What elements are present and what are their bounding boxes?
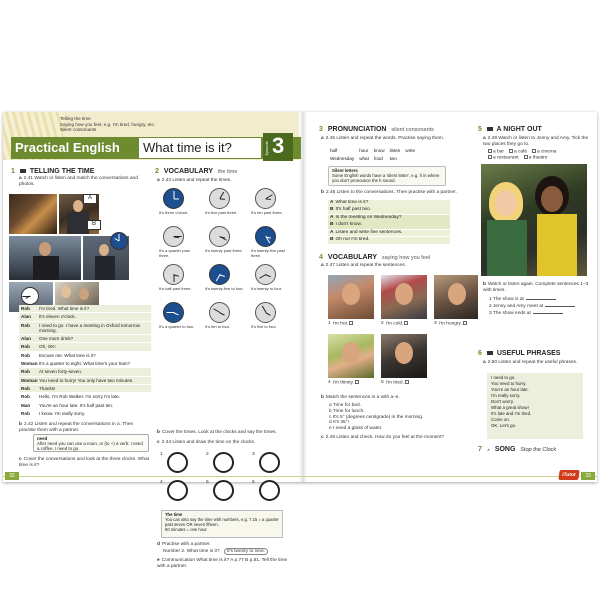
blank-clock[interactable] xyxy=(213,480,234,501)
exchange-line xyxy=(328,237,450,244)
word-cell: food xyxy=(373,155,383,161)
section-number: 3 xyxy=(319,126,323,133)
clock-caption: It's five past three. xyxy=(205,210,238,215)
useful-phrase: It's late and I'm tired. xyxy=(491,411,532,416)
word-cell: hour xyxy=(359,148,369,153)
yellow-top xyxy=(537,214,577,276)
useful-phrase: OK. Let's go. xyxy=(491,423,517,428)
sentence-text: 3 The show ends at xyxy=(489,310,531,316)
speaker-label: A xyxy=(330,214,334,220)
exchange-text: Is the meeting on Wednesday? xyxy=(335,214,402,220)
dialogue-text: One more drink? xyxy=(39,336,74,342)
match-option: c It's 5° (degrees centigrade) in the morning. xyxy=(329,414,424,420)
useful-phrase: I'm really sorry. xyxy=(491,393,521,398)
useful-phrase: Come on. xyxy=(491,417,511,422)
blank-clock[interactable] xyxy=(259,452,280,473)
feeling-photo xyxy=(381,334,427,378)
dialogue-line xyxy=(19,385,151,392)
instruction-text: Watch or listen again. Complete sentences 1–3 with times. xyxy=(483,282,589,293)
silent-words-table xyxy=(328,146,420,164)
section-5b-instruction: b Watch or listen again. Complete sentences 1–3 with times. xyxy=(483,282,589,293)
place-label: a restaurant xyxy=(493,155,519,161)
clock-face xyxy=(255,188,276,209)
clock-face xyxy=(255,226,276,247)
clock-number: 4 xyxy=(160,480,163,485)
instruction-text: 2.45 Listen and repeat the words. Practise saying them. xyxy=(325,136,445,141)
useful-phrase: You're an hour late. xyxy=(491,387,529,392)
feeling-caption xyxy=(381,321,431,327)
clock-face xyxy=(255,264,276,285)
instruction-text: 2.46 Listen to the conversations. Then practise with a partner. xyxy=(325,190,457,195)
hour-hand xyxy=(265,312,270,315)
speaker-name: Rob xyxy=(21,306,30,311)
minute-hand xyxy=(261,306,266,313)
dialogue-text: I need to go. I have a meeting in Oxford tomorrow morning. xyxy=(39,322,141,333)
speaker-name: Rob xyxy=(21,369,30,375)
section-5-title xyxy=(478,126,542,133)
dialogue-list xyxy=(19,305,151,418)
blank-clock[interactable] xyxy=(167,480,188,501)
section-2d-instruction: d Practise with a partner. xyxy=(157,542,211,547)
person-face xyxy=(448,283,466,305)
clock-face xyxy=(255,302,276,323)
time-sentence xyxy=(489,296,589,303)
page-number-left: 32 xyxy=(5,472,19,480)
dialogue-line xyxy=(19,377,151,384)
section-2-title xyxy=(155,168,237,175)
word-cell: know xyxy=(373,148,385,153)
section-2d-example xyxy=(163,549,303,555)
instruction-text: Match the sentences in a with a–e. xyxy=(325,395,400,400)
section-3a-instruction: a 2.45 Listen and repeat the words. Practise saying them. xyxy=(321,136,445,141)
blank-clock[interactable] xyxy=(213,452,234,473)
textbook-spread xyxy=(3,112,597,569)
speaker-label: B xyxy=(330,222,334,228)
section-4-title xyxy=(319,254,430,261)
feeling-photo xyxy=(381,275,427,319)
feeling-caption xyxy=(328,380,378,386)
section-3b-instruction: b 2.46 Listen to the conversations. Then practise with a partner. xyxy=(321,190,457,195)
section-heading: USEFUL PHRASES xyxy=(496,350,561,357)
clock-caption: It's twenty-five to four. xyxy=(205,286,244,291)
episode-label: Episode xyxy=(264,141,269,156)
time-note-1: You can also say the time with numbers, e.g. 7.15 = a quarter past seven OR seven fifteen. xyxy=(165,517,279,527)
person-face xyxy=(342,283,360,305)
silent-letters-box xyxy=(328,166,446,186)
itutor-logo: iTutor xyxy=(558,470,579,480)
instruction-text: 2.44 Listen and draw the time on the clocks. xyxy=(161,440,256,445)
dialogue-text: Excuse me. What time is it? xyxy=(39,352,96,358)
exchange-text: Oh no! I'm tired. xyxy=(335,236,370,242)
section-heading: PRONUNCIATION xyxy=(327,126,387,133)
dialogue-text: At seven forty-seven. xyxy=(39,369,83,375)
clock-caption: It's ten past three. xyxy=(251,210,283,215)
place-checkbox[interactable] xyxy=(488,155,492,159)
exchange-line xyxy=(328,222,450,229)
answer-checkbox[interactable] xyxy=(349,321,353,325)
feeling-photo xyxy=(328,334,374,378)
person-face xyxy=(495,190,517,216)
minute-hand xyxy=(166,312,174,313)
dialogue-line xyxy=(19,393,151,400)
exchange-text: I don't know. xyxy=(335,222,362,228)
dialogue-line xyxy=(19,368,151,375)
clock-face xyxy=(163,188,184,209)
section-2a-instruction: a 2.43 Listen and repeat the times. xyxy=(157,178,232,183)
clock-caption: It's a quarter past three. xyxy=(159,248,190,258)
section-4b-instruction: b Match the sentences in a with a–e. xyxy=(321,395,400,400)
section-5a-instruction: a 2.49 Watch or listen to Jenny and Amy. Tick the two places they go to. xyxy=(483,136,589,147)
instruction-text: 2.41 Watch or listen and match the conversations and photos. xyxy=(19,176,138,187)
words-row-1 xyxy=(330,148,418,154)
episode-badge xyxy=(263,133,293,161)
photo-label-a: A xyxy=(83,194,97,204)
words-row-2 xyxy=(330,156,418,162)
word-cell: write xyxy=(405,148,416,153)
dialogue-line xyxy=(19,343,151,350)
place-label: a theatre xyxy=(528,155,548,161)
green-top xyxy=(487,220,527,276)
match-option: e I need a glass of water. xyxy=(329,426,383,432)
dialogue-text: Hello. I'm Rob Walker. I'm sorry I'm late. xyxy=(39,394,121,400)
person-head xyxy=(99,244,109,256)
sentence-text: 2 Jenny and Amy meet at xyxy=(489,303,544,309)
sentence-text: 1 The show is at xyxy=(489,297,524,302)
useful-phrase: You need to hurry. xyxy=(491,381,527,386)
exchange-text: What time is it? xyxy=(335,200,369,205)
speaker-label: A xyxy=(330,200,334,205)
instruction-text: 2.49 Watch or listen to Jenny and Amy. Tick the two places they go to. xyxy=(483,136,589,147)
word-cell: two xyxy=(389,155,397,161)
word-cell: what xyxy=(359,155,369,161)
minute-hand xyxy=(213,308,220,313)
clock-number: 2 xyxy=(206,452,209,457)
dialogue-text: You need to hurry! You only have two minutes. xyxy=(39,377,134,383)
person-body xyxy=(33,256,59,280)
hour-hand xyxy=(174,198,179,199)
feeling-text: I'm tired. xyxy=(385,380,404,386)
time-sentence xyxy=(489,303,589,310)
speaker-name: Rob xyxy=(21,385,30,391)
time-note-title: The time xyxy=(165,512,183,517)
dialogue-text: I know. I'm really sorry. xyxy=(39,410,86,416)
feeling-text: I'm hot. xyxy=(332,321,349,327)
time-note-box xyxy=(161,510,283,538)
clock-face xyxy=(163,302,184,323)
dialogue-text: I'm tired. What time is it? xyxy=(39,306,90,311)
instruction-text: 2.43 Listen and repeat the times. xyxy=(161,178,232,183)
section-heading: A NIGHT OUT xyxy=(496,126,542,133)
watch-icon xyxy=(21,287,39,305)
photo-bar-scene xyxy=(9,194,57,234)
answer-checkbox[interactable] xyxy=(405,380,409,384)
dialogue-line xyxy=(19,360,151,367)
useful-phrases-box xyxy=(487,373,583,439)
dialogue-line xyxy=(19,322,151,335)
lesson-title: What time is it? xyxy=(139,138,261,158)
section-subtitle: the time xyxy=(217,169,238,175)
section-number: 4 xyxy=(319,254,323,261)
instruction-text: Cover the times. Look at the clocks and say the times. xyxy=(161,430,277,435)
speaker-name: Rob xyxy=(21,322,30,328)
clock-face xyxy=(209,302,230,323)
video-icon xyxy=(487,127,493,131)
person-head xyxy=(39,242,51,256)
minute-hand xyxy=(259,274,266,279)
section-heading: VOCABULARY xyxy=(327,254,377,261)
place-option[interactable] xyxy=(523,155,548,161)
instruction-text: 2.42 Listen and repeat the conversations in a. Then practise them with a partner. xyxy=(19,422,134,433)
feeling-photo xyxy=(434,275,478,319)
dialogue-line xyxy=(19,402,151,409)
clock-face xyxy=(209,264,230,285)
silent-text: Some English words have a 'silent letter', e.g. h in where you don't pronounce the h sound. xyxy=(332,173,440,183)
page-number-right: 33 xyxy=(581,472,595,480)
place-checkbox[interactable] xyxy=(532,149,536,153)
instruction-text: 2.47 Listen and repeat the sentences. xyxy=(325,263,406,268)
section-4a-instruction: a 2.47 Listen and repeat the sentences. xyxy=(321,263,406,268)
silent-title: Silent letters xyxy=(332,168,358,173)
audio-icon: ♬ xyxy=(486,447,491,452)
lesson-objectives xyxy=(60,116,155,133)
clock-number: 5 xyxy=(206,480,209,485)
section-1c-instruction: c Cover the conversations and look at the three clocks. What time is it? xyxy=(19,457,149,468)
answer-blank[interactable] xyxy=(526,296,556,300)
person-face xyxy=(395,342,413,364)
dialogue-text: It's eleven o'clock. xyxy=(39,314,76,320)
section-number: 6 xyxy=(478,350,482,357)
answer-checkbox[interactable] xyxy=(463,321,467,325)
instruction-text: Cover the conversations and look at the three clocks. What time is it? xyxy=(19,457,149,468)
section-subtitle: saying how you feel xyxy=(381,255,431,261)
clock-number: 6 xyxy=(252,480,255,485)
place-label: a bar xyxy=(493,149,504,155)
section-2b-instruction: b Cover the times. Look at the clocks and say the times. xyxy=(157,430,277,435)
pronunciation-exchange xyxy=(328,200,450,244)
feeling-number: 4 xyxy=(328,380,331,386)
clock-caption: It's twenty to four. xyxy=(251,286,282,291)
section-1-title xyxy=(11,168,94,175)
answer-checkbox[interactable] xyxy=(404,321,408,325)
place-checkbox[interactable] xyxy=(509,149,513,153)
objective-3: Silent consonants xyxy=(60,127,97,133)
person-face xyxy=(395,283,413,305)
speaker-name: Rob xyxy=(21,410,30,416)
instruction-text: 2.48 Listen and check. How do you feel at the moment? xyxy=(325,435,445,440)
match-option: b Time for lunch. xyxy=(329,408,365,414)
dialogue-line xyxy=(19,410,151,417)
feeling-caption xyxy=(434,321,484,327)
place-option[interactable] xyxy=(487,155,519,161)
instruction-text: Communication What time is it? A p.77 B p.81. Tell the time with a partner. xyxy=(157,558,288,569)
instruction-text: Practise with a partner. xyxy=(161,542,211,547)
person-body xyxy=(67,212,89,234)
section-number: 7 xyxy=(478,446,482,453)
speaker-name: Rob xyxy=(21,394,30,400)
word-cell: half xyxy=(330,148,338,153)
clock-face xyxy=(163,264,184,285)
speaker-name: Woman xyxy=(21,377,38,383)
dialogue-text: Thanks! xyxy=(39,385,56,391)
section-2c-instruction: c 2.44 Listen and draw the time on the clocks. xyxy=(157,440,256,445)
feeling-caption xyxy=(381,380,431,386)
time-sentence xyxy=(489,310,589,317)
word-cell: Wednesday xyxy=(330,155,355,161)
section-heading: VOCABULARY xyxy=(163,168,213,175)
need-note-box xyxy=(33,434,149,452)
clock-caption: It's ten to four. xyxy=(205,324,230,329)
photo-station-scene xyxy=(9,236,81,280)
blank-clock[interactable] xyxy=(259,480,280,501)
useful-phrase: What a great show! xyxy=(491,405,529,410)
exchange-line xyxy=(328,230,450,237)
section-1a-instruction: a 2.41 Watch or listen and match the conversations and photos. xyxy=(19,176,138,187)
place-checkbox[interactable] xyxy=(488,149,492,153)
answer-blank[interactable] xyxy=(533,310,563,314)
clock-icon xyxy=(110,232,128,250)
speaker-name: Alan xyxy=(21,336,31,342)
section-4c-instruction: c 2.48 Listen and check. How do you feel at the moment? xyxy=(321,435,445,440)
clock-face xyxy=(209,188,230,209)
feeling-number: 3 xyxy=(434,321,437,327)
minute-hand xyxy=(215,274,220,281)
section-heading: SONG xyxy=(494,446,516,453)
exchange-line xyxy=(328,200,450,207)
section-1b-instruction: b 2.42 Listen and repeat the conversations in a. Then practise them with a partner. xyxy=(19,422,134,433)
person-face xyxy=(342,342,360,364)
clock-caption: It's a quarter to four. xyxy=(159,324,195,329)
clock-caption: It's five to four. xyxy=(251,324,277,329)
section-3-title xyxy=(319,126,434,133)
speaker-label: B xyxy=(330,207,334,213)
blank-clock[interactable] xyxy=(167,452,188,473)
useful-phrase: Don't worry. xyxy=(491,399,514,404)
person-face xyxy=(541,186,563,212)
feeling-number: 5 xyxy=(381,380,384,386)
bottom-rule xyxy=(3,476,597,477)
section-6-title xyxy=(478,350,560,357)
speaker-label: A xyxy=(330,229,334,235)
practical-english-title: Practical English xyxy=(15,140,120,155)
section-heading: TELLING THE TIME xyxy=(29,168,95,175)
exchange-line xyxy=(328,215,450,222)
minute-hand xyxy=(173,275,174,283)
minute-hand xyxy=(219,236,226,241)
section-2e-instruction: e Communication What time is it? A p.77 B p.81. Tell the time with a partner. xyxy=(157,558,288,569)
feeling-text: I'm cold. xyxy=(385,321,404,327)
feeling-text: I'm thirsty. xyxy=(332,380,355,386)
minute-hand xyxy=(174,236,182,237)
exchange-text: It's half past two. xyxy=(335,207,372,213)
need-text: After need you can use a noun, or (to +) a verb: I need a coffee. I need to go. xyxy=(37,441,143,451)
dialogue-line xyxy=(19,305,151,312)
place-label: a cinema xyxy=(537,149,557,155)
exchange-text: Listen and write five sentences. xyxy=(335,229,403,235)
photo-night-out xyxy=(481,164,587,276)
example-answer: It's twenty to nine. xyxy=(224,548,268,555)
place-label: a café xyxy=(513,149,528,155)
person-head xyxy=(79,288,89,300)
section-number: 2 xyxy=(155,168,159,175)
speaker-name: Alan xyxy=(21,314,31,320)
dialogue-text: It's a quarter to eight. What time's your train? xyxy=(39,361,131,367)
section-number: 5 xyxy=(478,126,482,133)
clock-number: 1 xyxy=(160,452,163,457)
speaker-name: Woman xyxy=(21,361,38,367)
time-note-2: 60 minutes = one hour xyxy=(165,527,207,532)
hour-hand xyxy=(219,312,224,315)
match-option: a Time for bed. xyxy=(329,403,361,408)
feeling-number: 1 xyxy=(328,321,331,327)
feeling-photo xyxy=(328,275,374,319)
need-title: need xyxy=(37,436,48,441)
exchange-line xyxy=(328,207,450,214)
clock-caption: It's twenty past three. xyxy=(205,248,243,253)
match-options xyxy=(329,403,479,432)
answer-checkbox[interactable] xyxy=(355,380,359,384)
clock-number: 3 xyxy=(252,452,255,457)
time-sentences xyxy=(489,296,589,316)
objective-1: Telling the time xyxy=(60,116,91,121)
clock-face xyxy=(163,226,184,247)
feeling-caption xyxy=(328,321,378,327)
section-6a-instruction: a 2.50 Listen and repeat the useful phrases. xyxy=(483,360,578,365)
answer-blank[interactable] xyxy=(545,303,575,307)
feeling-number: 2 xyxy=(381,321,384,327)
speaker-name: Rob xyxy=(21,352,30,358)
section-7-title xyxy=(478,446,556,453)
clock-caption: It's half past three. xyxy=(159,286,192,291)
dialogue-text: Oh, OK! xyxy=(39,344,56,350)
video-icon xyxy=(487,351,493,355)
instruction-text: 2.50 Listen and repeat the useful phrases. xyxy=(487,360,578,365)
person-head xyxy=(73,200,83,212)
place-checkbox[interactable] xyxy=(524,155,528,159)
hour-hand xyxy=(173,312,178,315)
section-number: 1 xyxy=(11,168,15,175)
word-cell: listen xyxy=(389,148,401,153)
clock-caption: It's three o'clock. xyxy=(159,210,189,215)
video-icon xyxy=(20,169,26,173)
example-question: Number 2. What time is it? xyxy=(163,549,220,554)
song-name: Stop the Clock xyxy=(520,447,557,453)
feeling-text: I'm hungry. xyxy=(438,321,462,327)
places-checklist xyxy=(487,149,591,161)
person-head xyxy=(61,286,71,298)
match-option: d It's 35°! xyxy=(329,420,349,426)
dialogue-line xyxy=(19,335,151,342)
section-subtitle: silent consonants xyxy=(391,127,434,133)
person-body xyxy=(95,256,115,280)
page-gutter xyxy=(299,112,307,482)
episode-number: 3 xyxy=(272,133,285,158)
useful-phrase: I need to go. xyxy=(491,375,516,380)
minute-hand xyxy=(173,191,174,199)
speaker-name: Man xyxy=(21,402,31,408)
speaker-label: B xyxy=(330,236,334,242)
dialogue-text: You're an hour late. It's half past ten. xyxy=(39,402,114,408)
objective-2: Saying how you feel, e.g. I'm tired, hungry, etc. xyxy=(60,121,156,127)
speaker-name: Rob xyxy=(21,344,30,350)
photo-label-b: B xyxy=(87,220,101,230)
clock-face xyxy=(209,226,230,247)
dialogue-line xyxy=(19,313,151,320)
clock-caption: It's twenty-five past three. xyxy=(251,248,285,258)
dialogue-line xyxy=(19,352,151,359)
